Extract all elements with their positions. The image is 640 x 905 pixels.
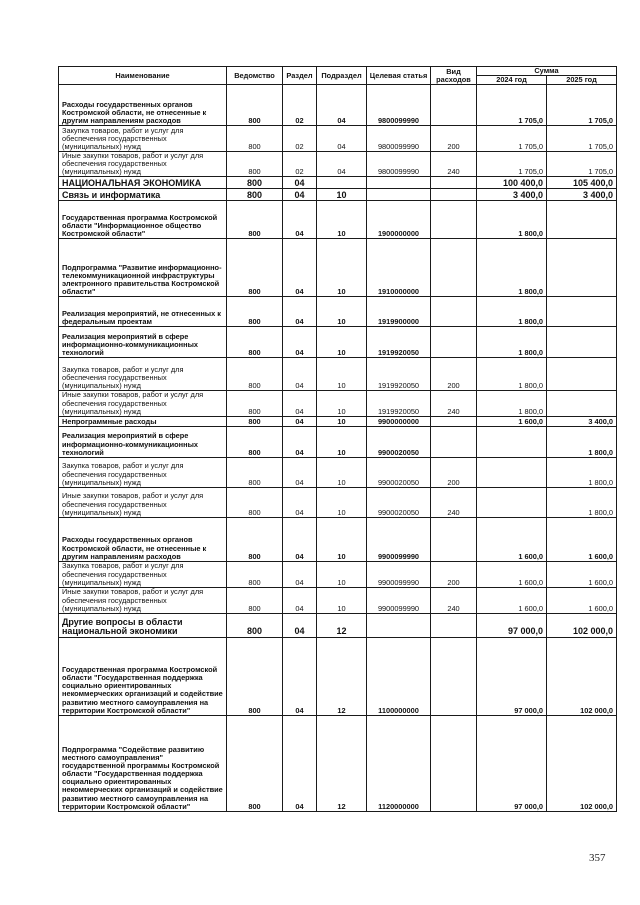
row-subsection: 10 [317,561,367,587]
row-section: 04 [283,426,317,457]
row-subsection: 10 [317,297,367,327]
row-target [367,177,431,189]
row-name: Расходы государственных органов Костромской области, не отнесенные к другим направлениям расходов [59,85,227,126]
row-subsection: 10 [317,239,367,297]
row-sum-2024: 1 800,0 [477,327,547,358]
row-sum-2025: 1 705,0 [547,85,617,126]
row-sum-2024: 1 705,0 [477,85,547,126]
row-subsection: 10 [317,426,367,457]
row-sum-2024: 1 600,0 [477,517,547,561]
row-dept: 800 [227,487,283,517]
row-target: 9800099990 [367,85,431,126]
table-row [59,126,617,152]
table-row [59,327,617,358]
row-subsection [317,177,367,189]
table-row [59,201,617,239]
row-section: 04 [283,715,317,811]
table-row [59,177,617,189]
row-sum-2024: 100 400,0 [477,177,547,189]
row-sum-2025 [547,297,617,327]
table-row [59,391,617,416]
row-target [367,613,431,637]
row-target: 9900099990 [367,587,431,613]
table-row [59,239,617,297]
row-sum-2025 [547,391,617,416]
row-dept: 800 [227,391,283,416]
row-subsection: 10 [317,487,367,517]
row-target: 9900099990 [367,517,431,561]
row-sum-2024: 1 705,0 [477,152,547,177]
row-name: Реализация мероприятий в сфере информационно-коммуникационных технологий [59,426,227,457]
row-sum-2025: 1 705,0 [547,126,617,152]
row-sum-2024: 1 800,0 [477,239,547,297]
row-section: 04 [283,517,317,561]
header-2025: 2025 год [547,76,617,85]
row-target: 9900020050 [367,457,431,487]
row-name: Связь и информатика [59,189,227,201]
row-section: 04 [283,561,317,587]
table-row [59,152,617,177]
row-section: 04 [283,613,317,637]
row-dept: 800 [227,126,283,152]
row-name: НАЦИОНАЛЬНАЯ ЭКОНОМИКА [59,177,227,189]
row-expense-type [431,517,477,561]
row-sum-2024: 1 600,0 [477,561,547,587]
row-sum-2024: 1 800,0 [477,358,547,391]
table-row [59,457,617,487]
row-name: Закупка товаров, работ и услуг для обеспечения государственных (муниципальных) нужд [59,457,227,487]
row-sum-2024: 1 800,0 [477,391,547,416]
row-sum-2025 [547,239,617,297]
table-row [59,561,617,587]
row-section: 04 [283,239,317,297]
row-section: 02 [283,126,317,152]
row-expense-type [431,177,477,189]
row-dept: 800 [227,517,283,561]
table-row [59,85,617,126]
row-subsection: 04 [317,126,367,152]
row-sum-2025: 102 000,0 [547,637,617,715]
row-dept: 800 [227,189,283,201]
row-target: 1910000000 [367,239,431,297]
row-expense-type [431,613,477,637]
row-name: Расходы государственных органов Костромской области, не отнесенные к другим направлениям расходов [59,517,227,561]
row-target: 9900000000 [367,416,431,426]
row-expense-type [431,201,477,239]
row-dept: 800 [227,358,283,391]
row-sum-2025: 1 800,0 [547,426,617,457]
row-sum-2025 [547,201,617,239]
row-expense-type [431,327,477,358]
row-dept: 800 [227,715,283,811]
row-expense-type: 240 [431,391,477,416]
header-name: Наименование [59,67,227,85]
row-subsection: 12 [317,613,367,637]
page-number: 357 [589,852,606,864]
row-expense-type: 240 [431,487,477,517]
row-expense-type [431,239,477,297]
row-section: 04 [283,587,317,613]
row-sum-2025: 102 000,0 [547,715,617,811]
row-section: 04 [283,358,317,391]
row-dept: 800 [227,426,283,457]
row-subsection: 04 [317,85,367,126]
row-name: Закупка товаров, работ и услуг для обеспечения государственных (муниципальных) нужд [59,358,227,391]
row-subsection: 12 [317,715,367,811]
row-expense-type [431,426,477,457]
row-dept: 800 [227,177,283,189]
row-target: 9800099990 [367,152,431,177]
budget-table-sheet [58,66,616,812]
row-subsection: 10 [317,201,367,239]
table-row [59,297,617,327]
row-sum-2025: 1 800,0 [547,457,617,487]
row-section: 04 [283,457,317,487]
row-expense-type [431,85,477,126]
row-sum-2024 [477,457,547,487]
row-name: Иные закупки товаров, работ и услуг для обеспечения государственных (муниципальных) нужд [59,487,227,517]
row-target: 1900000000 [367,201,431,239]
row-section: 04 [283,201,317,239]
row-name: Иные закупки товаров, работ и услуг для обеспечения государственных (муниципальных) нужд [59,152,227,177]
row-sum-2024: 1 600,0 [477,416,547,426]
row-sum-2025: 1 600,0 [547,517,617,561]
row-dept: 800 [227,613,283,637]
row-name: Закупка товаров, работ и услуг для обеспечения государственных (муниципальных) нужд [59,126,227,152]
row-target: 1919900000 [367,297,431,327]
row-subsection: 10 [317,587,367,613]
header-2024: 2024 год [477,76,547,85]
row-sum-2024: 3 400,0 [477,189,547,201]
row-dept: 800 [227,327,283,358]
row-sum-2025: 102 000,0 [547,613,617,637]
row-subsection: 10 [317,416,367,426]
header-dept: Ведомство [227,67,283,85]
row-sum-2024: 1 600,0 [477,587,547,613]
row-name: Подпрограмма "Содействие развитию местного самоуправления" государственной программы Костромской области "Государственная поддержка социально ориентированных некоммерческих организаций и содействие развитию местного самоуправления на территории Костромской области" [59,715,227,811]
row-expense-type [431,715,477,811]
row-subsection: 10 [317,358,367,391]
row-sum-2024: 97 000,0 [477,637,547,715]
row-dept: 800 [227,561,283,587]
header-section: Раздел [283,67,317,85]
row-target: 9900020050 [367,487,431,517]
row-subsection: 10 [317,327,367,358]
header-expense-type: Вид расходов [431,67,477,85]
row-section: 04 [283,416,317,426]
row-target: 1120000000 [367,715,431,811]
table-row [59,517,617,561]
row-name: Другие вопросы в области национальной экономики [59,613,227,637]
row-dept: 800 [227,457,283,487]
row-section: 04 [283,297,317,327]
row-sum-2024: 1 800,0 [477,201,547,239]
row-dept: 800 [227,152,283,177]
row-expense-type: 200 [431,126,477,152]
row-target: 1919920050 [367,327,431,358]
row-name: Иные закупки товаров, работ и услуг для обеспечения государственных (муниципальных) нужд [59,391,227,416]
row-dept: 800 [227,637,283,715]
row-target [367,189,431,201]
row-dept: 800 [227,587,283,613]
row-target: 9900099990 [367,561,431,587]
row-subsection: 10 [317,391,367,416]
row-subsection: 12 [317,637,367,715]
row-sum-2025 [547,327,617,358]
row-expense-type [431,297,477,327]
row-sum-2025: 1 705,0 [547,152,617,177]
row-subsection: 10 [317,189,367,201]
row-dept: 800 [227,85,283,126]
row-name: Государственная программа Костромской области "Информационное общество Костромской области" [59,201,227,239]
row-sum-2024 [477,487,547,517]
row-section: 04 [283,391,317,416]
row-section: 04 [283,637,317,715]
row-dept: 800 [227,416,283,426]
row-expense-type: 240 [431,152,477,177]
table-row [59,587,617,613]
table-row [59,613,617,637]
row-dept: 800 [227,201,283,239]
table-row [59,358,617,391]
row-sum-2025: 1 600,0 [547,587,617,613]
header-sum: Сумма [477,67,617,76]
row-name: Подпрограмма "Развитие информационно-телекоммуникационной инфраструктуры электронного правительства Костромской области" [59,239,227,297]
header-subsection: Подраздел [317,67,367,85]
row-expense-type: 200 [431,561,477,587]
table-row [59,416,617,426]
row-sum-2025: 1 600,0 [547,561,617,587]
table-row [59,637,617,715]
row-expense-type [431,189,477,201]
row-sum-2024: 1 800,0 [477,297,547,327]
row-dept: 800 [227,239,283,297]
row-section: 04 [283,177,317,189]
row-subsection: 04 [317,152,367,177]
table-row [59,426,617,457]
row-sum-2025: 1 800,0 [547,487,617,517]
budget-table [58,66,617,812]
row-dept: 800 [227,297,283,327]
row-section: 04 [283,487,317,517]
table-row [59,715,617,811]
row-target: 9900020050 [367,426,431,457]
row-sum-2025: 3 400,0 [547,189,617,201]
row-name: Непрограммные расходы [59,416,227,426]
row-sum-2024 [477,426,547,457]
row-section: 02 [283,85,317,126]
row-target: 1919920050 [367,358,431,391]
row-target: 1919920050 [367,391,431,416]
row-sum-2024: 1 705,0 [477,126,547,152]
row-sum-2025: 105 400,0 [547,177,617,189]
row-expense-type [431,637,477,715]
row-expense-type: 240 [431,587,477,613]
row-sum-2024: 97 000,0 [477,715,547,811]
row-section: 04 [283,327,317,358]
row-section: 04 [283,189,317,201]
row-name: Реализация мероприятий в сфере информационно-коммуникационных технологий [59,327,227,358]
table-row [59,189,617,201]
row-section: 02 [283,152,317,177]
table-row [59,487,617,517]
header-target: Целевая статья [367,67,431,85]
row-subsection: 10 [317,517,367,561]
row-name: Государственная программа Костромской области "Государственная поддержка социально ориентированных некоммерческих организаций и содействие развитию местного самоуправления на территории Костромской области" [59,637,227,715]
row-target: 9800099990 [367,126,431,152]
row-expense-type: 200 [431,457,477,487]
row-name: Закупка товаров, работ и услуг для обеспечения государственных (муниципальных) нужд [59,561,227,587]
row-expense-type: 200 [431,358,477,391]
row-sum-2025 [547,358,617,391]
row-target: 1100000000 [367,637,431,715]
row-subsection: 10 [317,457,367,487]
row-name: Реализация мероприятий, не отнесенных к федеральным проектам [59,297,227,327]
row-sum-2025: 3 400,0 [547,416,617,426]
row-sum-2024: 97 000,0 [477,613,547,637]
row-expense-type [431,416,477,426]
row-name: Иные закупки товаров, работ и услуг для обеспечения государственных (муниципальных) нужд [59,587,227,613]
